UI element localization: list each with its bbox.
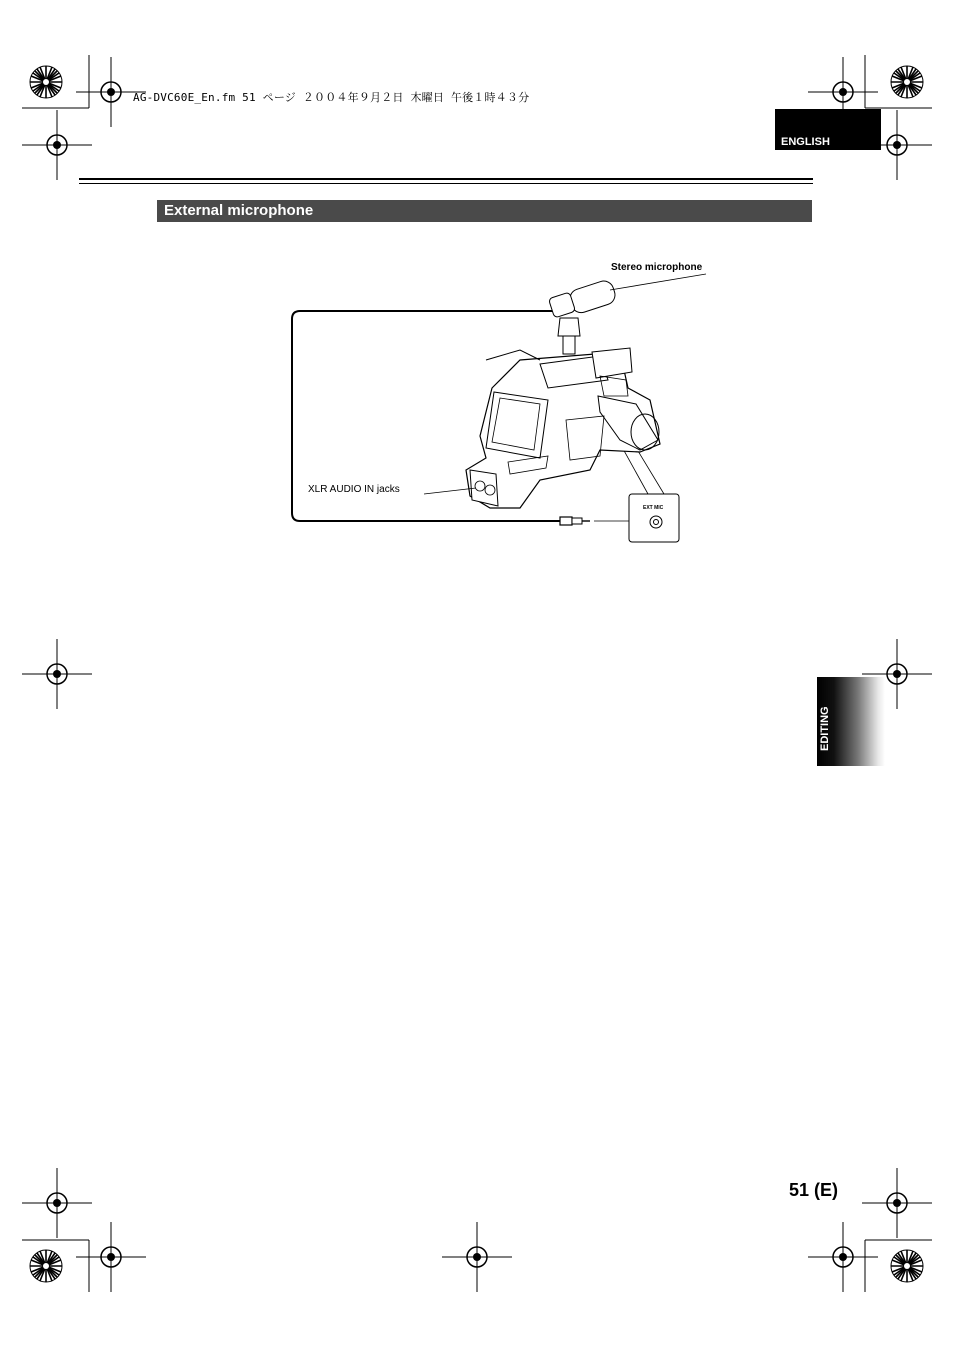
chapter-tab — [817, 677, 885, 766]
file-info-header: AG-DVC60E_En.fm 51 ページ ２００４年９月２日 木曜日 午後１時４３分 — [133, 91, 530, 104]
section-heading-bar — [157, 200, 812, 222]
ext-mic-label: EXT MIC — [643, 505, 664, 511]
chapter-label: EDITING — [819, 706, 831, 751]
header-rule-thin — [79, 183, 813, 184]
header-rule — [79, 178, 813, 180]
section-title: External microphone — [164, 202, 314, 219]
language-tab — [775, 109, 881, 150]
xlr-jacks-label: XLR AUDIO IN jacks — [308, 484, 400, 495]
connection-diagram — [292, 274, 706, 542]
page-number: 51 (E) — [788, 1180, 838, 1200]
stereo-microphone-label: Stereo microphone — [611, 262, 703, 273]
language-label: ENGLISH — [781, 136, 830, 148]
